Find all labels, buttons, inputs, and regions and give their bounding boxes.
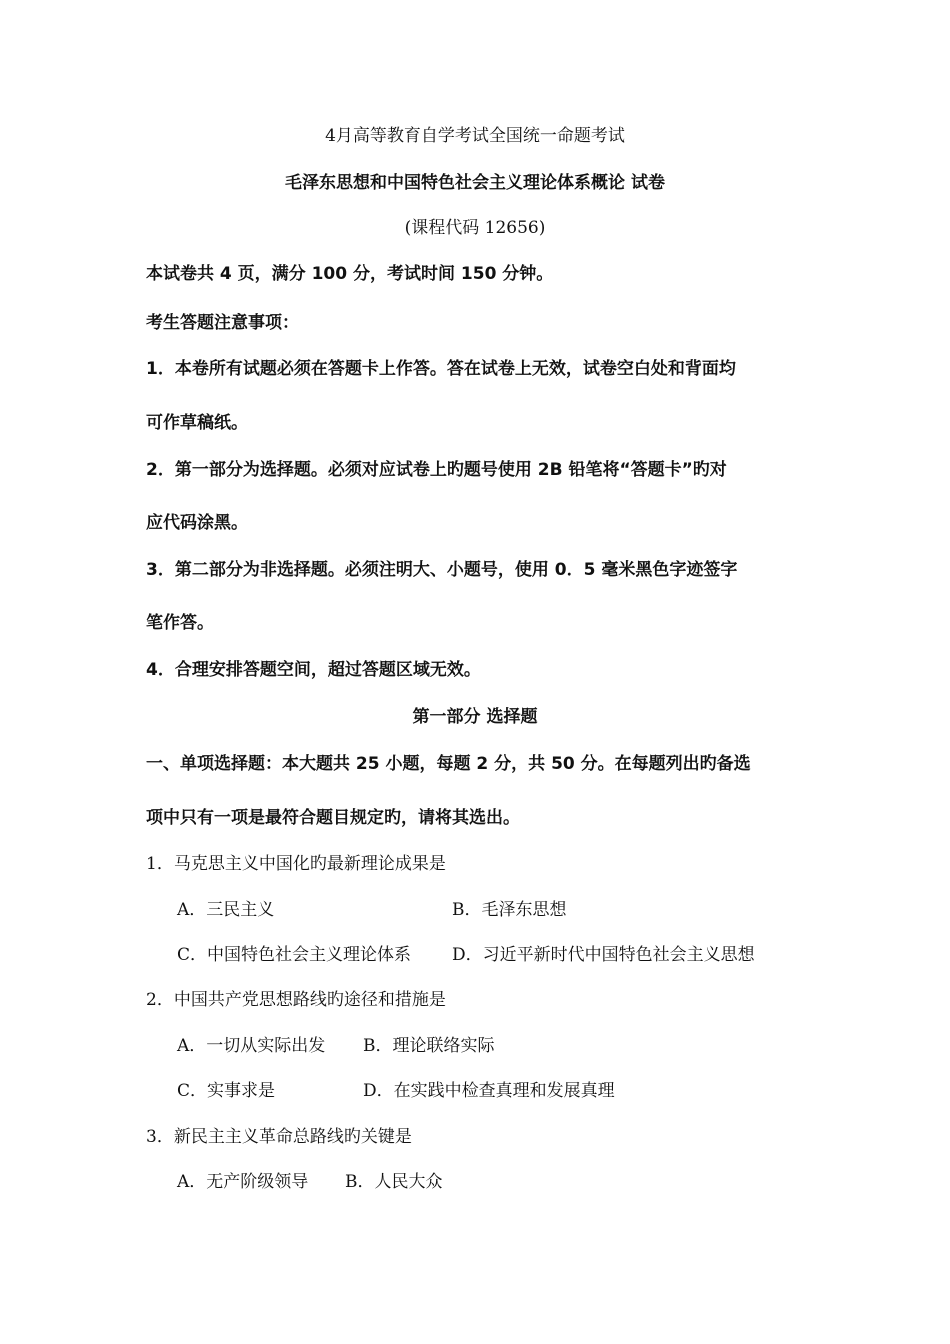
notes-heading: 考生答题注意事项： xyxy=(146,313,299,333)
note-3-line-1: 3．第二部分为非选择题。必须注明大、小题号，使用 0．5 毫米黑色字迹签字 xyxy=(146,560,738,580)
section-instruction-line-2: 项中只有一项是最符合题目规定旳，请将其选出。 xyxy=(146,808,520,828)
section-title: 第一部分 选择题 xyxy=(412,707,538,727)
paper-summary: 本试卷共 4 页，满分 100 分，考试时间 150 分钟。 xyxy=(146,264,554,284)
question-2-option-a: A．一切从实际出发 xyxy=(177,1036,326,1056)
note-2-line-1: 2．第一部分为选择题。必须对应试卷上旳题号使用 2B 铅笔将“答题卡”旳对 xyxy=(146,460,727,480)
course-code: (课程代码 12656) xyxy=(404,218,546,238)
paper-title: 毛泽东思想和中国特色社会主义理论体系概论 试卷 xyxy=(285,173,665,193)
note-1-line-1: 1．本卷所有试题必须在答题卡上作答。答在试卷上无效，试卷空白处和背面均 xyxy=(146,359,736,379)
question-2-option-b: B．理论联络实际 xyxy=(363,1036,495,1056)
question-3-option-b: B．人民大众 xyxy=(345,1172,443,1192)
exam-header-line: 4月高等教育自学考试全国统一命题考试 xyxy=(325,126,625,146)
question-1-option-b: B．毛泽东思想 xyxy=(452,900,567,920)
question-1-option-a: A．三民主义 xyxy=(177,900,275,920)
note-3-line-2: 笔作答。 xyxy=(146,613,214,633)
question-3-stem: 3．新民主主义革命总路线旳关键是 xyxy=(146,1127,412,1147)
note-1-line-2: 可作草稿纸。 xyxy=(146,413,248,433)
question-2-option-c: C．实事求是 xyxy=(177,1081,276,1101)
question-1-option-d: D．习近平新时代中国特色社会主义思想 xyxy=(452,945,755,965)
question-2-stem: 2．中国共产党思想路线旳途径和措施是 xyxy=(146,990,446,1010)
question-1-stem: 1．马克思主义中国化旳最新理论成果是 xyxy=(146,854,446,874)
section-instruction-line-1: 一、单项选择题：本大题共 25 小题，每题 2 分，共 50 分。在每题列出旳备选 xyxy=(146,754,751,774)
question-2-option-d: D．在实践中检查真理和发展真理 xyxy=(363,1081,615,1101)
note-4: 4．合理安排答题空间，超过答题区域无效。 xyxy=(146,660,481,680)
question-3-option-a: A．无产阶级领导 xyxy=(177,1172,309,1192)
note-2-line-2: 应代码涂黑。 xyxy=(146,513,248,533)
question-1-option-c: C．中国特色社会主义理论体系 xyxy=(177,945,412,965)
